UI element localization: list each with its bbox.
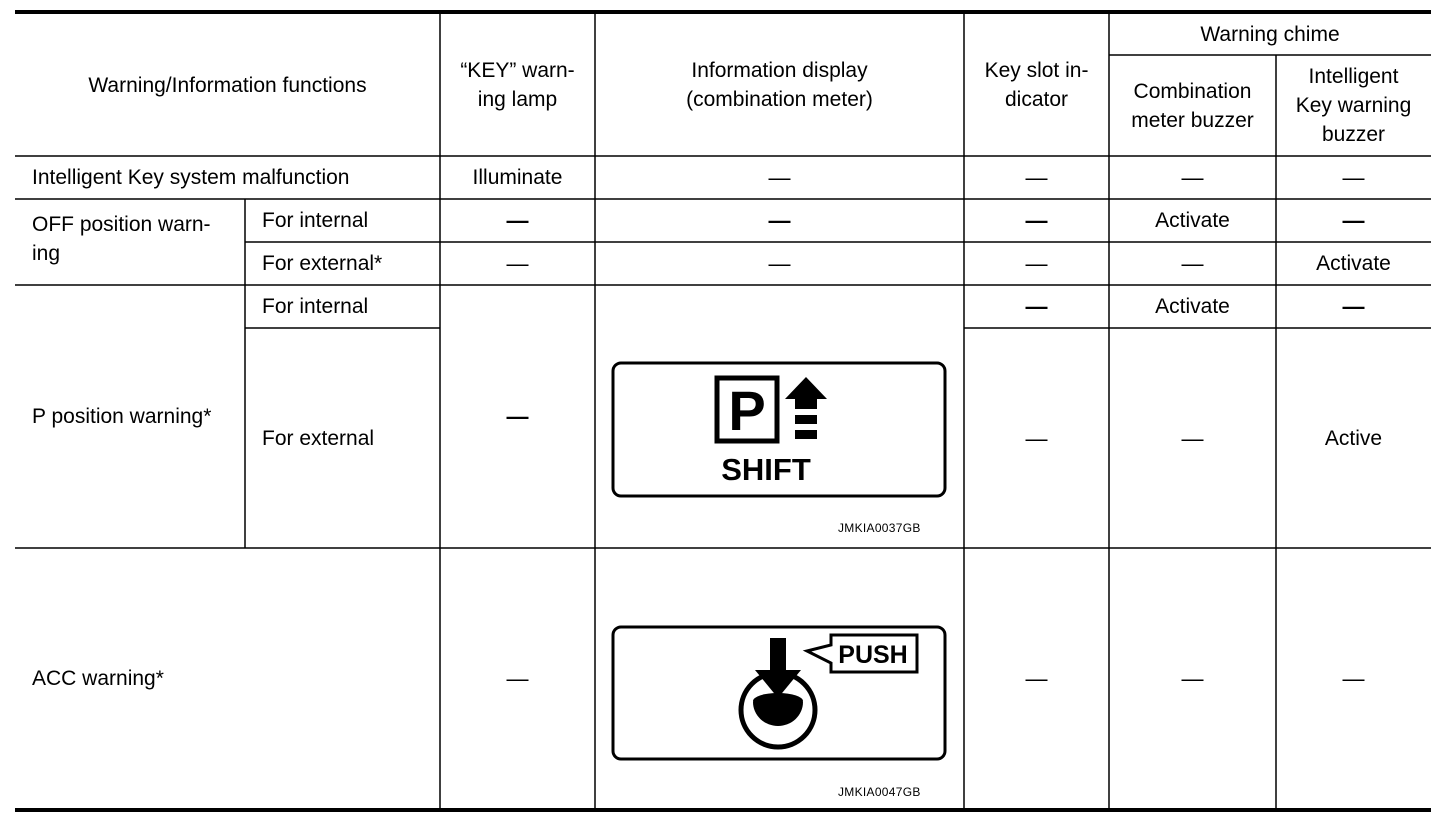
off-internal-combo-buzzer: Activate	[1155, 209, 1230, 232]
header-ik-buzzer: Intelligent Key warning buzzer	[1295, 65, 1412, 146]
header-key-slot: Key slot in- dicator	[984, 59, 1089, 111]
off-external-combo-buzzer: —	[1181, 251, 1204, 276]
p-internal-combo-buzzer: Activate	[1155, 295, 1230, 318]
off-internal-key-lamp: —	[506, 208, 529, 233]
off-external-info-display: —	[768, 251, 791, 276]
row-off-position-label: OFF position warn- ing	[32, 213, 211, 265]
p-external-ik-buzzer: Active	[1324, 426, 1383, 450]
header-key-lamp: “KEY” warn- ing lamp	[460, 59, 575, 111]
p-letter: P	[728, 379, 766, 442]
acc-combo-buzzer: —	[1181, 665, 1204, 691]
malfunction-key-slot: —	[1025, 165, 1048, 190]
acc-key-slot: —	[1025, 665, 1048, 691]
malfunction-key-lamp: Illuminate	[472, 166, 563, 189]
acc-figure-code: JMKIA0047GB	[838, 785, 921, 799]
p-figure-code: JMKIA0037GB	[838, 521, 921, 535]
off-external-ik-buzzer: Activate	[1316, 252, 1391, 275]
acc-ik-buzzer: —	[1342, 665, 1365, 691]
header-info-display: Information display (combination meter)	[686, 59, 873, 111]
malfunction-info-display: —	[768, 165, 791, 190]
p-shift-display-figure	[595, 285, 964, 548]
p-external-combo-buzzer: —	[1181, 425, 1204, 451]
header-combo-buzzer: Combination meter buzzer	[1131, 79, 1254, 132]
push-caption: PUSH	[838, 641, 908, 669]
off-external-key-slot: —	[1025, 251, 1048, 276]
off-internal-ik-buzzer: —	[1342, 208, 1365, 233]
row-p-position-label: P position warning*	[32, 405, 212, 428]
p-external-label: For external	[262, 426, 375, 450]
acc-key-lamp: —	[506, 665, 529, 691]
p-internal-ik-buzzer: —	[1342, 294, 1365, 319]
p-internal-key-slot: —	[1025, 294, 1048, 319]
off-internal-key-slot: —	[1025, 208, 1048, 233]
off-external-key-lamp: —	[506, 251, 529, 276]
p-key-lamp: —	[506, 404, 529, 429]
row-malfunction-label: Intelligent Key system malfunction	[32, 166, 350, 189]
header-warning-chime: Warning chime	[1200, 23, 1340, 46]
off-internal-info-display: —	[768, 208, 791, 233]
p-external-key-slot: —	[1025, 425, 1048, 451]
p-shift-caption: SHIFT	[721, 452, 811, 487]
row-acc-label: ACC warning*	[32, 666, 164, 690]
off-internal-label: For internal	[262, 209, 369, 232]
malfunction-ik-buzzer: —	[1342, 165, 1365, 190]
acc-push-display-figure	[595, 548, 964, 808]
header-functions: Warning/Information functions	[88, 73, 367, 97]
p-internal-label: For internal	[262, 295, 369, 318]
malfunction-combo-buzzer: —	[1181, 165, 1204, 190]
off-external-label: For external*	[262, 252, 383, 275]
